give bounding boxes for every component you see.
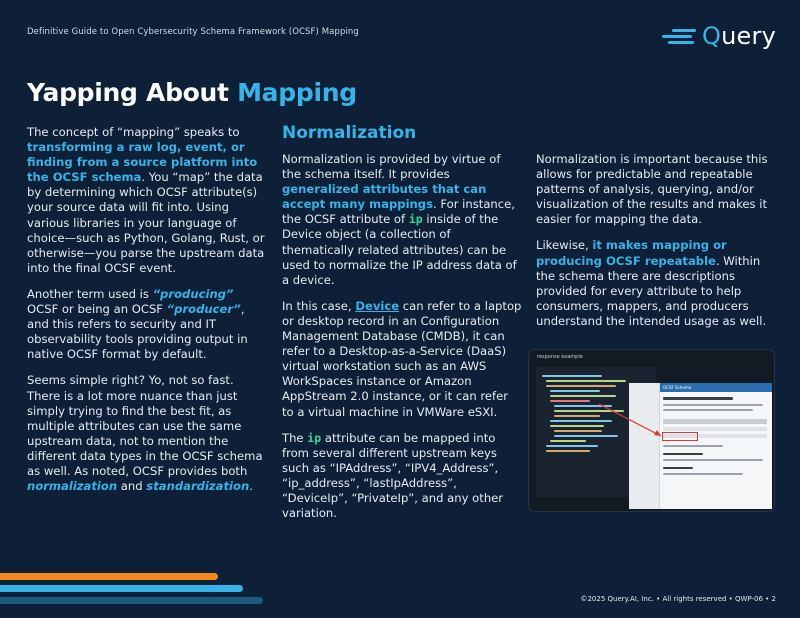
text-run: Likewise, <box>536 238 593 253</box>
title-plain: Yapping About <box>27 78 238 107</box>
mapping-paragraph-2 <box>27 287 267 362</box>
code-ip: ip <box>307 430 322 445</box>
arrow-icon <box>529 350 774 511</box>
highlight-text: “producing” <box>152 286 234 301</box>
decor-bar-dark <box>0 597 263 604</box>
title-accent: Mapping <box>237 78 357 107</box>
text-run: In this case, <box>282 298 356 313</box>
text-run: Normalization is provided by virtue of the schema itself. It provides <box>282 152 501 182</box>
screenshot-title: response example <box>537 354 583 360</box>
highlight-text: “producer” <box>166 302 241 317</box>
text-run: . For instance, the OCSF attribute of <box>282 197 515 227</box>
text-run: attribute can be mapped into from several different upstream keys such as “IPAddress”, “IPV4_Address”, “ip_address”, “lastIpAddress”, “DeviceIp”, “PrivateIp”, and any other variation. <box>282 430 504 521</box>
importance-paragraph-1: Normalization is important because this allows for predictable and repeatable patterns of analysis, querying, and/or visualization of the results and makes it easier for mapping the data. <box>536 152 768 227</box>
highlight-text: it makes mapping or producing OCSF repeatable <box>536 238 727 268</box>
text-run: OCSF or being an OCSF <box>27 302 167 317</box>
logo-rest: uery <box>721 22 776 50</box>
page-title <box>27 78 357 107</box>
normalization-paragraph-3 <box>282 431 522 522</box>
logo-q: Q <box>702 22 722 50</box>
normalization-heading: Normalization <box>282 123 417 143</box>
text-run: , and this refers to security and IT observability tools providing output in native OCSF format by default. <box>27 302 248 362</box>
code-ip: ip <box>408 212 423 227</box>
importance-paragraph-2 <box>536 238 776 329</box>
text-run: The concept of “mapping” speaks to <box>27 125 240 139</box>
highlight-text: transforming a raw log, event, or finding from a source platform into the OCSF schema <box>27 140 258 185</box>
header-text: Definitive Guide to Open Cybersecurity Schema Framework (OCSF) Mapping <box>27 27 359 37</box>
text-run: . Within the schema there are descriptions provided for every attribute to help consumers, mappers, and producers understand the intended usage as well. <box>536 253 767 328</box>
query-logo <box>658 22 776 50</box>
column-importance <box>536 152 776 340</box>
decor-bar-orange <box>0 573 218 580</box>
column-mapping <box>27 125 267 505</box>
text-run: inside of the Device object (a collection of thematically related attributes) can be used to normalize the IP address data of a device. <box>282 212 517 287</box>
device-link[interactable]: Device <box>355 298 400 313</box>
text-run: Seems simple right? Yo, not so fast. There is a lot more nuance than just simply trying to find the best fit, as multiple attributes can use the same upstream data, not to mention the different data types in the OCSF schema as well. As noted, OCSF provides both <box>27 373 263 478</box>
decor-bar-blue <box>0 585 243 592</box>
footer-text: ©2025 Query.AI, Inc. • All rights reserved • QWP-06 • 2 <box>580 595 776 603</box>
schema-screenshot <box>528 349 775 512</box>
text-run: . <box>249 479 253 494</box>
normalization-paragraph-1 <box>282 152 522 288</box>
highlight-text: normalization <box>27 479 118 494</box>
highlight-text: standardization <box>146 479 250 494</box>
logo-wordmark <box>702 22 776 50</box>
mapping-paragraph-3 <box>27 373 267 494</box>
schema-header-label: OCSF Schema <box>663 385 692 390</box>
mapping-paragraph-1 <box>27 125 267 276</box>
text-run: . You “map” the data by determining which OCSF attribute(s) your source data will fit into. Using various libraries in your language of choice—such as Python, Golang, Rust, or otherwise—you parse the upstream data into the final OCSF event. <box>27 170 265 275</box>
text-run: Another term used is <box>27 286 153 301</box>
logo-lines-icon <box>658 25 698 47</box>
text-run: and <box>117 479 147 494</box>
column-normalization <box>282 152 522 532</box>
highlight-text: generalized attributes that can accept many mappings <box>282 182 487 212</box>
text-run: The <box>282 430 308 445</box>
text-run: can refer to a laptop or desktop record in an Configuration Management Database (CMDB), it can refer to a Desktop-as-a-Service (DaaS) virtual workstation such as an AWS WorkSpaces instance or Amazon AppStream 2.0 instance, or it can refer to a virtual machine in VMWare eSXI. <box>282 298 522 419</box>
normalization-paragraph-2 <box>282 299 522 420</box>
